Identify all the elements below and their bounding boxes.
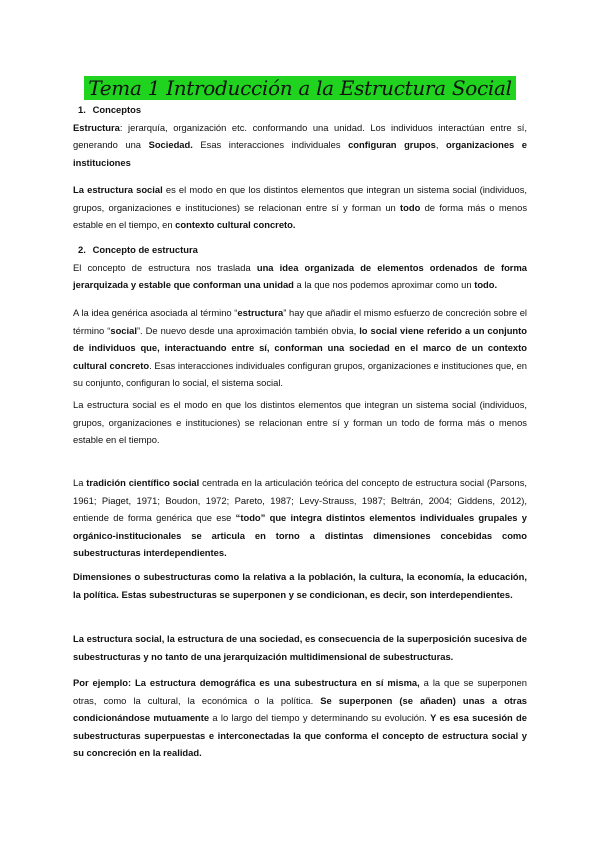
term-social: social — [110, 324, 137, 336]
emphasis: lo social viene referido a un conjunto de individuos que, interactuando entre sí, conforman una sociedad en el marco de un contexto cultural concreto — [73, 324, 528, 371]
section-1 — [73, 101, 527, 171]
term-estructura-social: La estructura social — [73, 184, 163, 195]
paragraph-concepto — [73, 259, 527, 294]
text: de forma más o menos estable en el tiempo, en — [73, 201, 528, 231]
section-2-number: 2. — [78, 244, 86, 255]
section-2-paragraph-4 — [73, 474, 527, 562]
section-2 — [73, 241, 527, 294]
term-organizaciones: organizaciones e instituciones — [73, 139, 528, 168]
section-2-paragraph-6 — [73, 630, 527, 665]
term-estructura: Estructura — [73, 121, 120, 133]
paragraph-tradicion — [73, 474, 527, 562]
section-1-paragraph-2 — [73, 181, 527, 234]
section-2-paragraph-2 — [73, 304, 527, 392]
paragraph-ejemplo — [73, 674, 527, 762]
text: Esas interacciones individuales — [192, 139, 349, 151]
text: , — [435, 139, 446, 151]
text: centrada en la articulación teórica del concepto de estructura social (Parsons, 1961; Piaget, 1971; Boudon, 1972; Pareto, 1987; Levy-Strauss, 1987; Beltrán, 2004; Giddens, 2012), entiende de forma genérica que ese — [73, 477, 527, 524]
text: A la idea genérica asociada al término “ — [73, 307, 238, 318]
emphasis: una idea organizada de elementos ordenados de forma jerarquizada y estable que conforman una unidad — [73, 261, 528, 291]
section-1-heading — [73, 101, 527, 119]
term-sociedad: Sociedad. — [148, 139, 193, 151]
text: a la que nos podemos aproximar como un — [293, 279, 475, 291]
paragraph-superposicion: La estructura social, la estructura de una sociedad, es consecuencia de la superposición sucesiva de subestructuras y no tanto de una jerarquización multidimensional de subestructuras. — [73, 633, 527, 662]
emphasis: tradición científico social — [86, 477, 200, 488]
emphasis: “todo” que integra distintos elementos individuales grupales y orgánico-institucionales se articula en torno a distintas dimensiones concebidas como subestructuras interdependientes. — [73, 512, 527, 559]
term-grupos: configuran grupos — [348, 139, 436, 151]
section-2-heading — [73, 241, 527, 259]
section-1-number: 1. — [78, 104, 86, 115]
section-2-paragraph-3 — [73, 396, 527, 449]
term-todo: todo — [400, 201, 421, 213]
text: a la que se superponen otras, como la cultural, la económica o la política. — [73, 677, 527, 706]
section-2-paragraph-7 — [73, 674, 527, 762]
section-1-title: Conceptos — [92, 104, 142, 115]
emphasis: Y es esa sucesión de subestructuras superpuestas e interconectadas la que conforma el concepto de estructura social y su concreción en la realidad. — [73, 712, 527, 759]
paragraph-social — [73, 304, 527, 392]
text: : jerarquía, organización etc. conformando una unidad. Los individuos interactúan entre sí, generando una — [73, 121, 527, 151]
section-2-paragraph-5 — [73, 568, 527, 603]
text: ” hay que añadir el mismo esfuerzo de concreción sobre el término “ — [73, 307, 527, 336]
term-todo: todo. — [474, 279, 498, 291]
paragraph-estructura-social-2: La estructura social es el modo en que los distintos elementos que integran un sistema social (individuos, grupos, organizaciones e instituciones) se relacionan entre sí y forman un todo de forma más o menos estable en el tiempo. — [73, 399, 527, 446]
text: La — [73, 477, 87, 488]
emphasis: Por ejemplo: La estructura demográfica es una subestructura en sí misma, — [73, 677, 420, 688]
term-estructura: estructura — [237, 307, 284, 318]
section-2-title: Concepto de estructura — [92, 244, 198, 255]
emphasis: Se superponen (se añaden) unas a otras condicionándose mutuamente — [73, 694, 527, 724]
text: a lo largo del tiempo y determinando su evolución. — [209, 712, 431, 724]
term-contexto: contexto cultural concreto. — [175, 219, 296, 231]
text: . Esas interacciones individuales configuran grupos, organizaciones e instituciones que, en su conjunto, configuran lo social, el sistema social. — [73, 359, 528, 389]
paragraph-estructura — [73, 119, 527, 172]
text: es el modo en que los distintos elementos que integran un sistema social (individuos, grupos, organizaciones e instituciones) se relacionan entre sí y forman un — [73, 184, 528, 213]
paragraph-dimensiones: Dimensiones o subestructuras como la relativa a la población, la cultura, la economía, la educación, la política. Estas subestructuras se superponen y se condicionan, es decir, son interdependientes. — [73, 571, 527, 600]
text: ”. De nuevo desde una aproximación también obvia, — [136, 324, 360, 336]
text: El concepto de estructura nos traslada — [73, 261, 257, 273]
paragraph-estructura-social — [73, 181, 527, 234]
title-wrapper — [0, 76, 600, 102]
page-title: Tema 1 Introducción a la Estructura Social — [84, 76, 515, 100]
